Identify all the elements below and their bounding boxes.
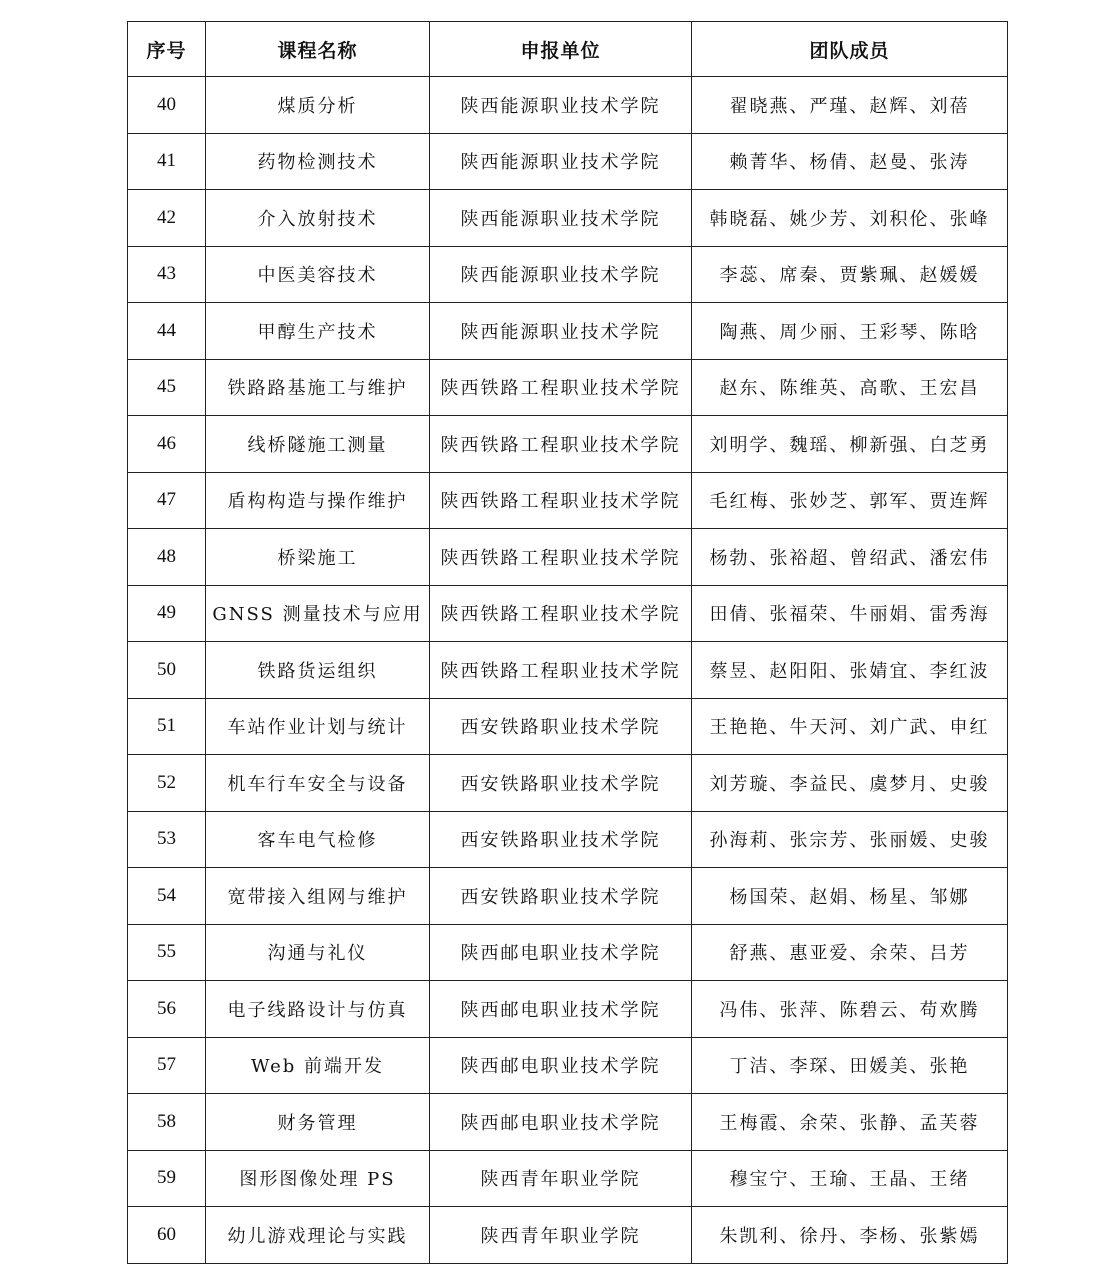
table-row [128, 1207, 1008, 1264]
team-members-cell: 刘芳璇、李益民、虞梦月、史骏 [692, 755, 1008, 812]
table-row [128, 642, 1008, 699]
serial-number-cell: 41 [128, 133, 206, 190]
table-row [128, 246, 1008, 303]
table-row [128, 868, 1008, 925]
team-members-cell: 赵东、陈维英、高歌、王宏昌 [692, 359, 1008, 416]
table-row [128, 133, 1008, 190]
team-members-cell: 陶燕、周少丽、王彩琴、陈晗 [692, 303, 1008, 360]
applicant-unit-cell: 陕西铁路工程职业技术学院 [430, 416, 692, 473]
course-name-cell: 甲醇生产技术 [206, 303, 430, 360]
course-name-cell: 图形图像处理 PS [206, 1150, 430, 1207]
course-name-cell: GNSS 测量技术与应用 [206, 585, 430, 642]
team-members-cell: 孙海莉、张宗芳、张丽媛、史骏 [692, 811, 1008, 868]
serial-number-cell: 60 [128, 1207, 206, 1264]
serial-number-cell: 56 [128, 981, 206, 1038]
applicant-unit-cell: 西安铁路职业技术学院 [430, 698, 692, 755]
team-members-cell: 杨勃、张裕超、曾绍武、潘宏伟 [692, 529, 1008, 586]
course-name-cell: 桥梁施工 [206, 529, 430, 586]
course-name-cell: 药物检测技术 [206, 133, 430, 190]
team-members-cell: 蔡昱、赵阳阳、张婧宜、李红波 [692, 642, 1008, 699]
team-members-cell: 冯伟、张萍、陈碧云、苟欢腾 [692, 981, 1008, 1038]
applicant-unit-cell: 陕西能源职业技术学院 [430, 77, 692, 134]
course-name-cell: 铁路路基施工与维护 [206, 359, 430, 416]
header-applicant-unit: 申报单位 [430, 22, 692, 77]
course-name-cell: 幼儿游戏理论与实践 [206, 1207, 430, 1264]
course-name-cell: 盾构构造与操作维护 [206, 472, 430, 529]
table-row [128, 1037, 1008, 1094]
applicant-unit-cell: 陕西铁路工程职业技术学院 [430, 529, 692, 586]
table-row [128, 472, 1008, 529]
course-name-cell: Web 前端开发 [206, 1037, 430, 1094]
course-name-cell: 中医美容技术 [206, 246, 430, 303]
header-course-name: 课程名称 [206, 22, 430, 77]
serial-number-cell: 45 [128, 359, 206, 416]
serial-number-cell: 44 [128, 303, 206, 360]
applicant-unit-cell: 陕西能源职业技术学院 [430, 246, 692, 303]
applicant-unit-cell: 陕西邮电职业技术学院 [430, 1037, 692, 1094]
serial-number-cell: 57 [128, 1037, 206, 1094]
table-row [128, 924, 1008, 981]
applicant-unit-cell: 陕西能源职业技术学院 [430, 190, 692, 247]
serial-number-cell: 46 [128, 416, 206, 473]
team-members-cell: 舒燕、惠亚爱、余荣、吕芳 [692, 924, 1008, 981]
team-members-cell: 杨国荣、赵娟、杨星、邹娜 [692, 868, 1008, 925]
serial-number-cell: 53 [128, 811, 206, 868]
course-name-cell: 财务管理 [206, 1094, 430, 1151]
header-serial-number: 序号 [128, 22, 206, 77]
course-name-cell: 车站作业计划与统计 [206, 698, 430, 755]
serial-number-cell: 51 [128, 698, 206, 755]
course-name-cell: 介入放射技术 [206, 190, 430, 247]
team-members-cell: 刘明学、魏瑶、柳新强、白芝勇 [692, 416, 1008, 473]
applicant-unit-cell: 陕西铁路工程职业技术学院 [430, 472, 692, 529]
applicant-unit-cell: 西安铁路职业技术学院 [430, 755, 692, 812]
team-members-cell: 李蕊、席秦、贾紫珮、赵媛媛 [692, 246, 1008, 303]
applicant-unit-cell: 西安铁路职业技术学院 [430, 868, 692, 925]
team-members-cell: 韩晓磊、姚少芳、刘积伦、张峰 [692, 190, 1008, 247]
team-members-cell: 田倩、张福荣、牛丽娟、雷秀海 [692, 585, 1008, 642]
table-row [128, 585, 1008, 642]
serial-number-cell: 59 [128, 1150, 206, 1207]
applicant-unit-cell: 陕西能源职业技术学院 [430, 133, 692, 190]
table-row [128, 359, 1008, 416]
applicant-unit-cell: 陕西青年职业学院 [430, 1207, 692, 1264]
team-members-cell: 王艳艳、牛天河、刘广武、申红 [692, 698, 1008, 755]
applicant-unit-cell: 陕西铁路工程职业技术学院 [430, 585, 692, 642]
serial-number-cell: 42 [128, 190, 206, 247]
serial-number-cell: 43 [128, 246, 206, 303]
serial-number-cell: 52 [128, 755, 206, 812]
applicant-unit-cell: 陕西邮电职业技术学院 [430, 981, 692, 1038]
table-row [128, 698, 1008, 755]
table-row [128, 416, 1008, 473]
serial-number-cell: 48 [128, 529, 206, 586]
course-table [127, 21, 1008, 1264]
course-name-cell: 煤质分析 [206, 77, 430, 134]
course-name-cell: 线桥隧施工测量 [206, 416, 430, 473]
applicant-unit-cell: 陕西能源职业技术学院 [430, 303, 692, 360]
table-body [128, 77, 1008, 1264]
table-row [128, 811, 1008, 868]
table-row [128, 529, 1008, 586]
course-name-cell: 客车电气检修 [206, 811, 430, 868]
table-row [128, 190, 1008, 247]
course-name-cell: 沟通与礼仪 [206, 924, 430, 981]
table-header-row [128, 22, 1008, 77]
applicant-unit-cell: 陕西邮电职业技术学院 [430, 924, 692, 981]
team-members-cell: 王梅霞、余荣、张静、孟芙蓉 [692, 1094, 1008, 1151]
team-members-cell: 穆宝宁、王瑜、王晶、王绪 [692, 1150, 1008, 1207]
serial-number-cell: 54 [128, 868, 206, 925]
course-name-cell: 机车行车安全与设备 [206, 755, 430, 812]
course-name-cell: 电子线路设计与仿真 [206, 981, 430, 1038]
applicant-unit-cell: 陕西邮电职业技术学院 [430, 1094, 692, 1151]
table-row [128, 303, 1008, 360]
table-row [128, 77, 1008, 134]
team-members-cell: 丁洁、李琛、田媛美、张艳 [692, 1037, 1008, 1094]
table-row [128, 1094, 1008, 1151]
applicant-unit-cell: 陕西铁路工程职业技术学院 [430, 359, 692, 416]
serial-number-cell: 50 [128, 642, 206, 699]
header-team-members: 团队成员 [692, 22, 1008, 77]
serial-number-cell: 47 [128, 472, 206, 529]
team-members-cell: 翟晓燕、严瑾、赵辉、刘蓓 [692, 77, 1008, 134]
applicant-unit-cell: 西安铁路职业技术学院 [430, 811, 692, 868]
table-row [128, 1150, 1008, 1207]
serial-number-cell: 49 [128, 585, 206, 642]
serial-number-cell: 58 [128, 1094, 206, 1151]
table-row [128, 755, 1008, 812]
team-members-cell: 毛红梅、张妙芝、郭军、贾连辉 [692, 472, 1008, 529]
team-members-cell: 赖菁华、杨倩、赵曼、张涛 [692, 133, 1008, 190]
course-name-cell: 宽带接入组网与维护 [206, 868, 430, 925]
serial-number-cell: 40 [128, 77, 206, 134]
serial-number-cell: 55 [128, 924, 206, 981]
course-name-cell: 铁路货运组织 [206, 642, 430, 699]
table-row [128, 981, 1008, 1038]
applicant-unit-cell: 陕西青年职业学院 [430, 1150, 692, 1207]
applicant-unit-cell: 陕西铁路工程职业技术学院 [430, 642, 692, 699]
team-members-cell: 朱凯利、徐丹、李杨、张紫嫣 [692, 1207, 1008, 1264]
